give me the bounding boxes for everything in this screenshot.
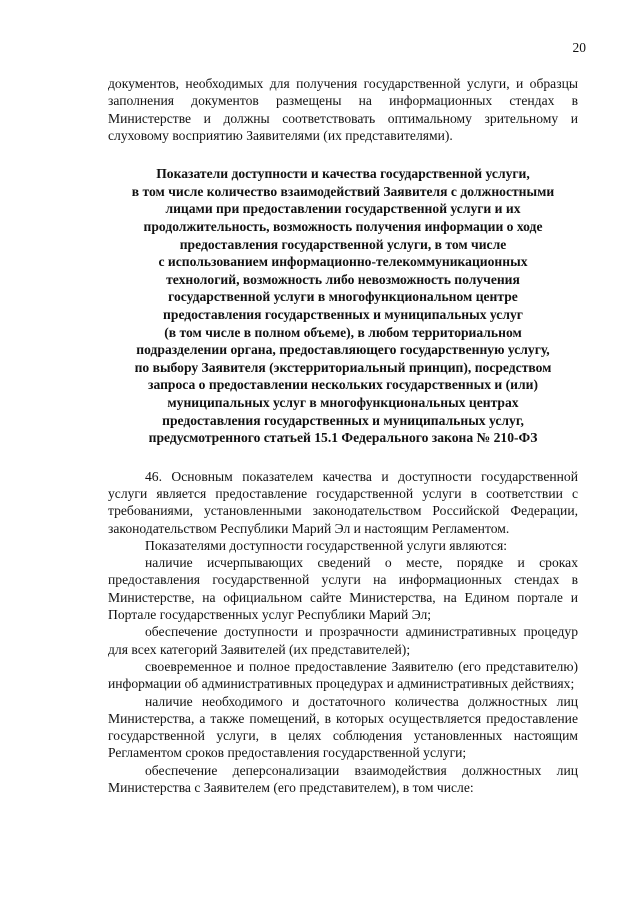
- heading-line: по выбору Заявителя (экстерриториальный принцип), посредством: [134, 359, 552, 375]
- heading-line: предоставления государственных и муниципальных услуг: [163, 306, 523, 322]
- heading-line: предоставления государственной услуги, в том числе: [179, 236, 507, 252]
- heading-line: технологий, возможность либо невозможность получения: [166, 271, 520, 287]
- list-item: наличие исчерпывающих сведений о месте, порядке и сроках предоставления государственной услуги на информационных стендах в Министерстве, на официальном сайте Министерства, на Едином портале и Портале государственных услуг Республики Марий Эл;: [108, 555, 578, 623]
- heading-line: предоставления государственных и муниципальных услуг,: [162, 412, 524, 428]
- heading-line: (в том числе в полном объеме), в любом территориальном: [164, 324, 522, 340]
- heading-line: Показатели доступности и качества государственной услуги,: [156, 166, 530, 182]
- heading-line: государственной услуги в многофункциональном центре: [168, 289, 518, 305]
- heading-line: запроса о предоставлении нескольких государственных и (или): [148, 377, 538, 393]
- heading-line: с использованием информационно-телекоммуникационных: [158, 254, 528, 270]
- list-item: обеспечение деперсонализации взаимодействия должностных лиц Министерства с Заявителем (его представителем), в том числе:: [108, 762, 578, 796]
- heading-line: лицами при предоставлении государственной услуги и их: [165, 201, 521, 217]
- paragraph-accessibility-intro: Показателями доступности государственной услуги являются:: [145, 537, 507, 553]
- heading-line: продолжительность, возможность получения информации о ходе: [143, 218, 543, 234]
- list-item: обеспечение доступности и прозрачности административных процедур для всех категорий Заявителей (их представителей);: [108, 624, 578, 657]
- section-heading: [108, 165, 578, 447]
- heading-line: в том числе количество взаимодействий Заявителя с должностными: [131, 183, 555, 199]
- document-body: [108, 75, 578, 796]
- heading-line: муниципальных услуг в многофункциональных центрах: [167, 394, 519, 410]
- paragraph-46: 46. Основным показателем качества и доступности государственной услуги является предоставление государственной услуги в соответствии с требованиями, установленными законодательством Российской Федерации, законодательством Республики Марий Эл и настоящим Регламентом.: [108, 468, 578, 536]
- list-item: своевременное и полное предоставление Заявителю (его представителю) информации об административных процедурах и административных действиях;: [108, 658, 578, 692]
- intro-paragraph: документов, необходимых для получения государственной услуги, и образцы заполнения документов размещены на информационных стендах в Министерстве и должны соответствовать оптимальному зрительному и слуховому восприятию Заявителями (их представителями).: [108, 76, 578, 143]
- heading-line: предусмотренного статьей 15.1 Федерального закона № 210-ФЗ: [148, 430, 538, 446]
- page-number: 20: [572, 40, 586, 55]
- list-item: наличие необходимого и достаточного количества должностных лиц Министерства, а также помещений, в которых осуществляется предоставление государственной услуги, в целях соблюдения установленных настоящим Регламентом сроков предоставления государственной услуги;: [108, 693, 578, 761]
- heading-line: подразделении органа, предоставляющего государственную услугу,: [136, 342, 550, 358]
